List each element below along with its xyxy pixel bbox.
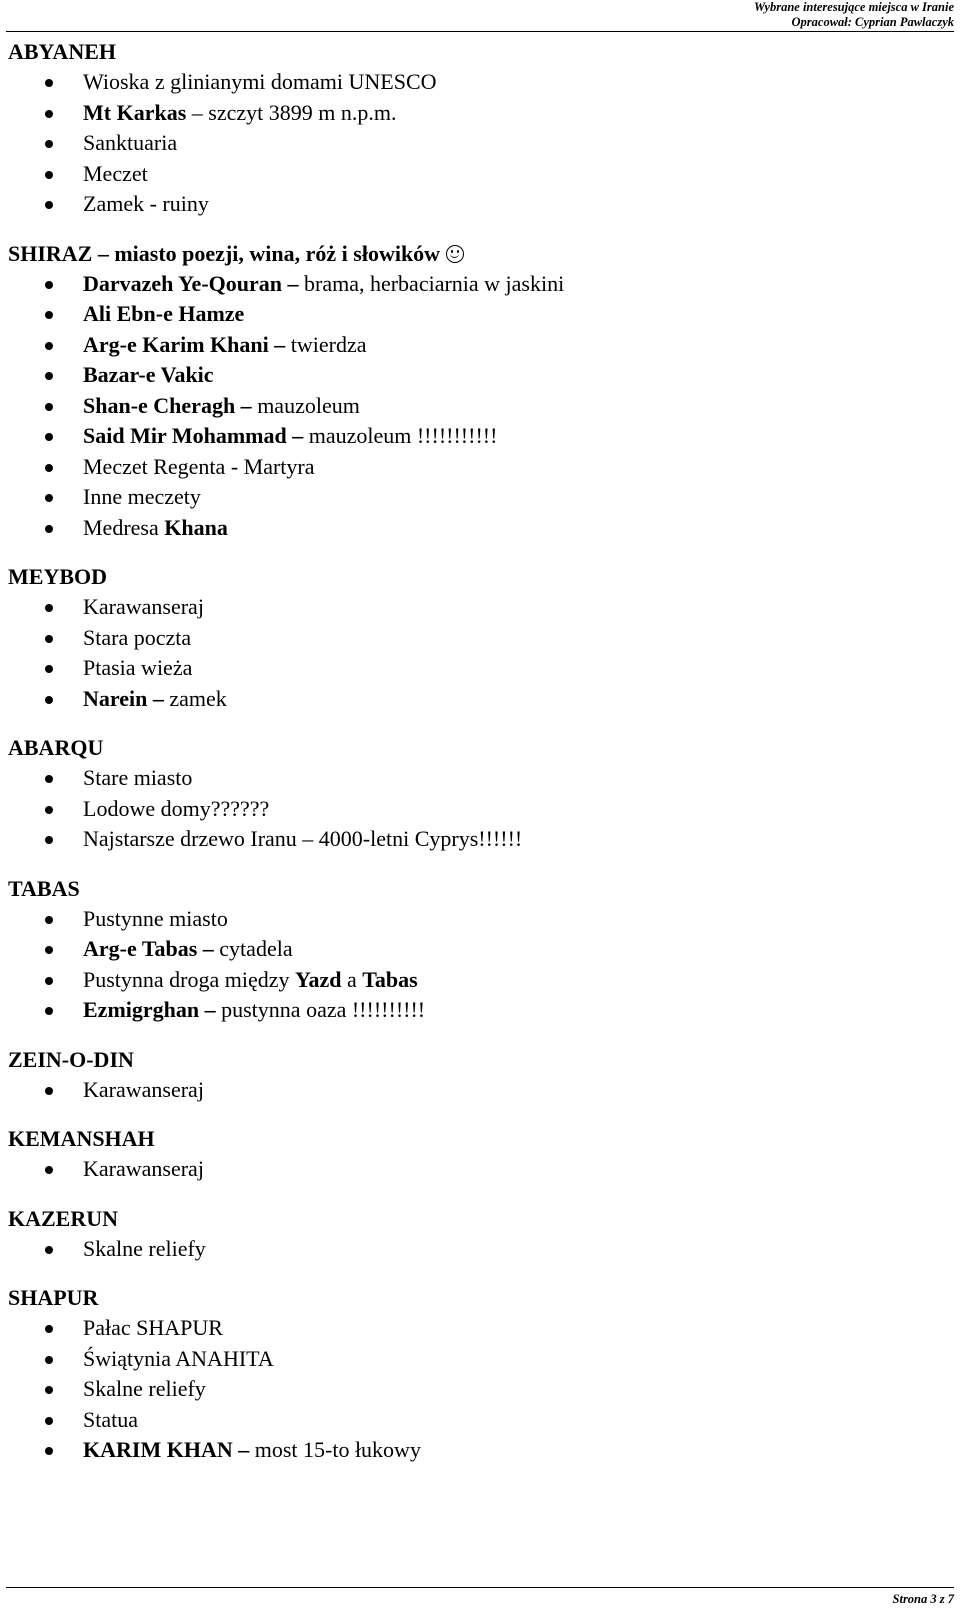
bullet-list: [8, 67, 948, 220]
section-shapur: [8, 1283, 948, 1466]
smiley-icon: [446, 245, 464, 263]
bullet-list: [8, 1075, 948, 1106]
item-bold: Narein –: [83, 685, 164, 711]
bullet-list: [8, 1234, 948, 1265]
list-item: [8, 513, 948, 544]
page-number: Strona 3 z 7: [892, 1592, 954, 1606]
item-bold: Shan-e Cheragh –: [83, 392, 252, 418]
list-item: [8, 965, 948, 996]
list-item: Stare miasto: [8, 763, 948, 794]
section-heading: KAZERUN: [8, 1205, 119, 1231]
list-item: [8, 269, 948, 300]
list-item: Skalne reliefy: [8, 1234, 948, 1265]
item-bold: Khana: [164, 514, 228, 540]
item-bold: Arg-e Karim Khani –: [83, 331, 286, 357]
item-text: cytadela: [213, 936, 293, 961]
header-divider: [6, 31, 954, 32]
list-item: Meczet Regenta - Martyra: [8, 452, 948, 483]
item-text: mauzoleum !!!!!!!!!!!: [303, 423, 498, 448]
list-item: Karawanseraj: [8, 1154, 948, 1185]
list-item: Lodowe domy??????: [8, 794, 948, 825]
list-item: [8, 1435, 948, 1466]
item-text: twierdza: [285, 331, 367, 357]
item-text: pustynna oaza !!!!!!!!!!: [215, 997, 426, 1022]
section-heading: [8, 239, 948, 269]
list-item: Inne meczety: [8, 482, 948, 513]
item-text: most 15-to łukowy: [249, 1437, 421, 1462]
section-abarqu: [8, 733, 948, 855]
footer-divider: [6, 1587, 954, 1588]
section-heading: ABYANEH: [8, 39, 116, 64]
list-item: [8, 684, 948, 715]
list-item: Wioska z glinianymi domami UNESCO: [8, 67, 948, 98]
bullet-list: [8, 592, 948, 714]
item-bold: Ali Ebn-e Hamze: [83, 301, 245, 326]
header-title: Wybrane interesujące miejsca w Iranie: [754, 0, 954, 14]
section-heading-text: SHIRAZ – miasto poezji, wina, róż i słowików: [8, 240, 441, 266]
section-zein-o-din: [8, 1045, 948, 1106]
item-text: Medresa: [83, 514, 165, 540]
list-item: [8, 934, 948, 965]
section-tabas: [8, 874, 948, 1026]
list-item: Ptasia wieża: [8, 653, 948, 684]
item-text: mauzoleum: [251, 392, 360, 418]
item-text: Pustynna droga między: [83, 966, 296, 992]
section-meybod: [8, 562, 948, 714]
list-item: [8, 299, 948, 330]
bullet-list: [8, 269, 948, 544]
item-bold: Darvazeh Ye-Qouran –: [83, 270, 299, 296]
item-text: a: [341, 966, 363, 992]
section-heading: ZEIN-O-DIN: [8, 1046, 134, 1072]
list-item: [8, 391, 948, 422]
list-item: [8, 995, 948, 1026]
item-text: brama, herbaciarnia w jaskini: [298, 270, 565, 296]
list-item: [8, 330, 948, 361]
document-body: [8, 37, 948, 1485]
list-item: Pałac SHAPUR: [8, 1313, 948, 1344]
item-bold: KARIM KHAN –: [83, 1437, 250, 1462]
section-heading: MEYBOD: [8, 564, 107, 589]
item-bold: Mt Karkas: [83, 99, 187, 125]
bullet-list: [8, 904, 948, 1026]
item-text: zamek: [163, 685, 227, 711]
list-item: [8, 98, 948, 129]
item-text: – szczyt 3899 m n.p.m.: [186, 99, 397, 125]
list-item: Najstarsze drzewo Iranu – 4000-letni Cyprys!!!!!!: [8, 824, 948, 855]
bullet-list: [8, 1313, 948, 1466]
item-bold: Said Mir Mohammad –: [83, 423, 304, 448]
list-item: Statua: [8, 1405, 948, 1436]
section-heading: SHAPUR: [8, 1285, 99, 1310]
list-item: Meczet: [8, 159, 948, 190]
section-kemanshah: [8, 1124, 948, 1185]
section-heading: KEMANSHAH: [8, 1126, 155, 1151]
list-item: Sanktuaria: [8, 128, 948, 159]
section-kazerun: [8, 1204, 948, 1265]
item-bold: Yazd: [295, 966, 342, 992]
section-shiraz: [8, 239, 948, 544]
list-item: Pustynne miasto: [8, 904, 948, 935]
item-bold: Ezmigrghan –: [83, 997, 216, 1022]
section-heading: ABARQU: [8, 735, 104, 760]
list-item: Karawanseraj: [8, 592, 948, 623]
list-item: Skalne reliefy: [8, 1374, 948, 1405]
list-item: Stara poczta: [8, 623, 948, 654]
bullet-list: [8, 763, 948, 855]
item-bold: Tabas: [362, 966, 418, 992]
section-heading: TABAS: [8, 875, 80, 901]
bullet-list: [8, 1154, 948, 1185]
list-item: Świątynia ANAHITA: [8, 1344, 948, 1375]
item-bold: Bazar-e Vakic: [83, 362, 214, 387]
header-author: Opracował: Cyprian Pawlaczyk: [791, 15, 954, 29]
item-bold: Arg-e Tabas –: [83, 936, 214, 961]
list-item: [8, 360, 948, 391]
list-item: Zamek - ruiny: [8, 189, 948, 220]
page-header: [754, 0, 954, 30]
list-item: Karawanseraj: [8, 1075, 948, 1106]
section-abyaneh: [8, 37, 948, 220]
list-item: [8, 421, 948, 452]
